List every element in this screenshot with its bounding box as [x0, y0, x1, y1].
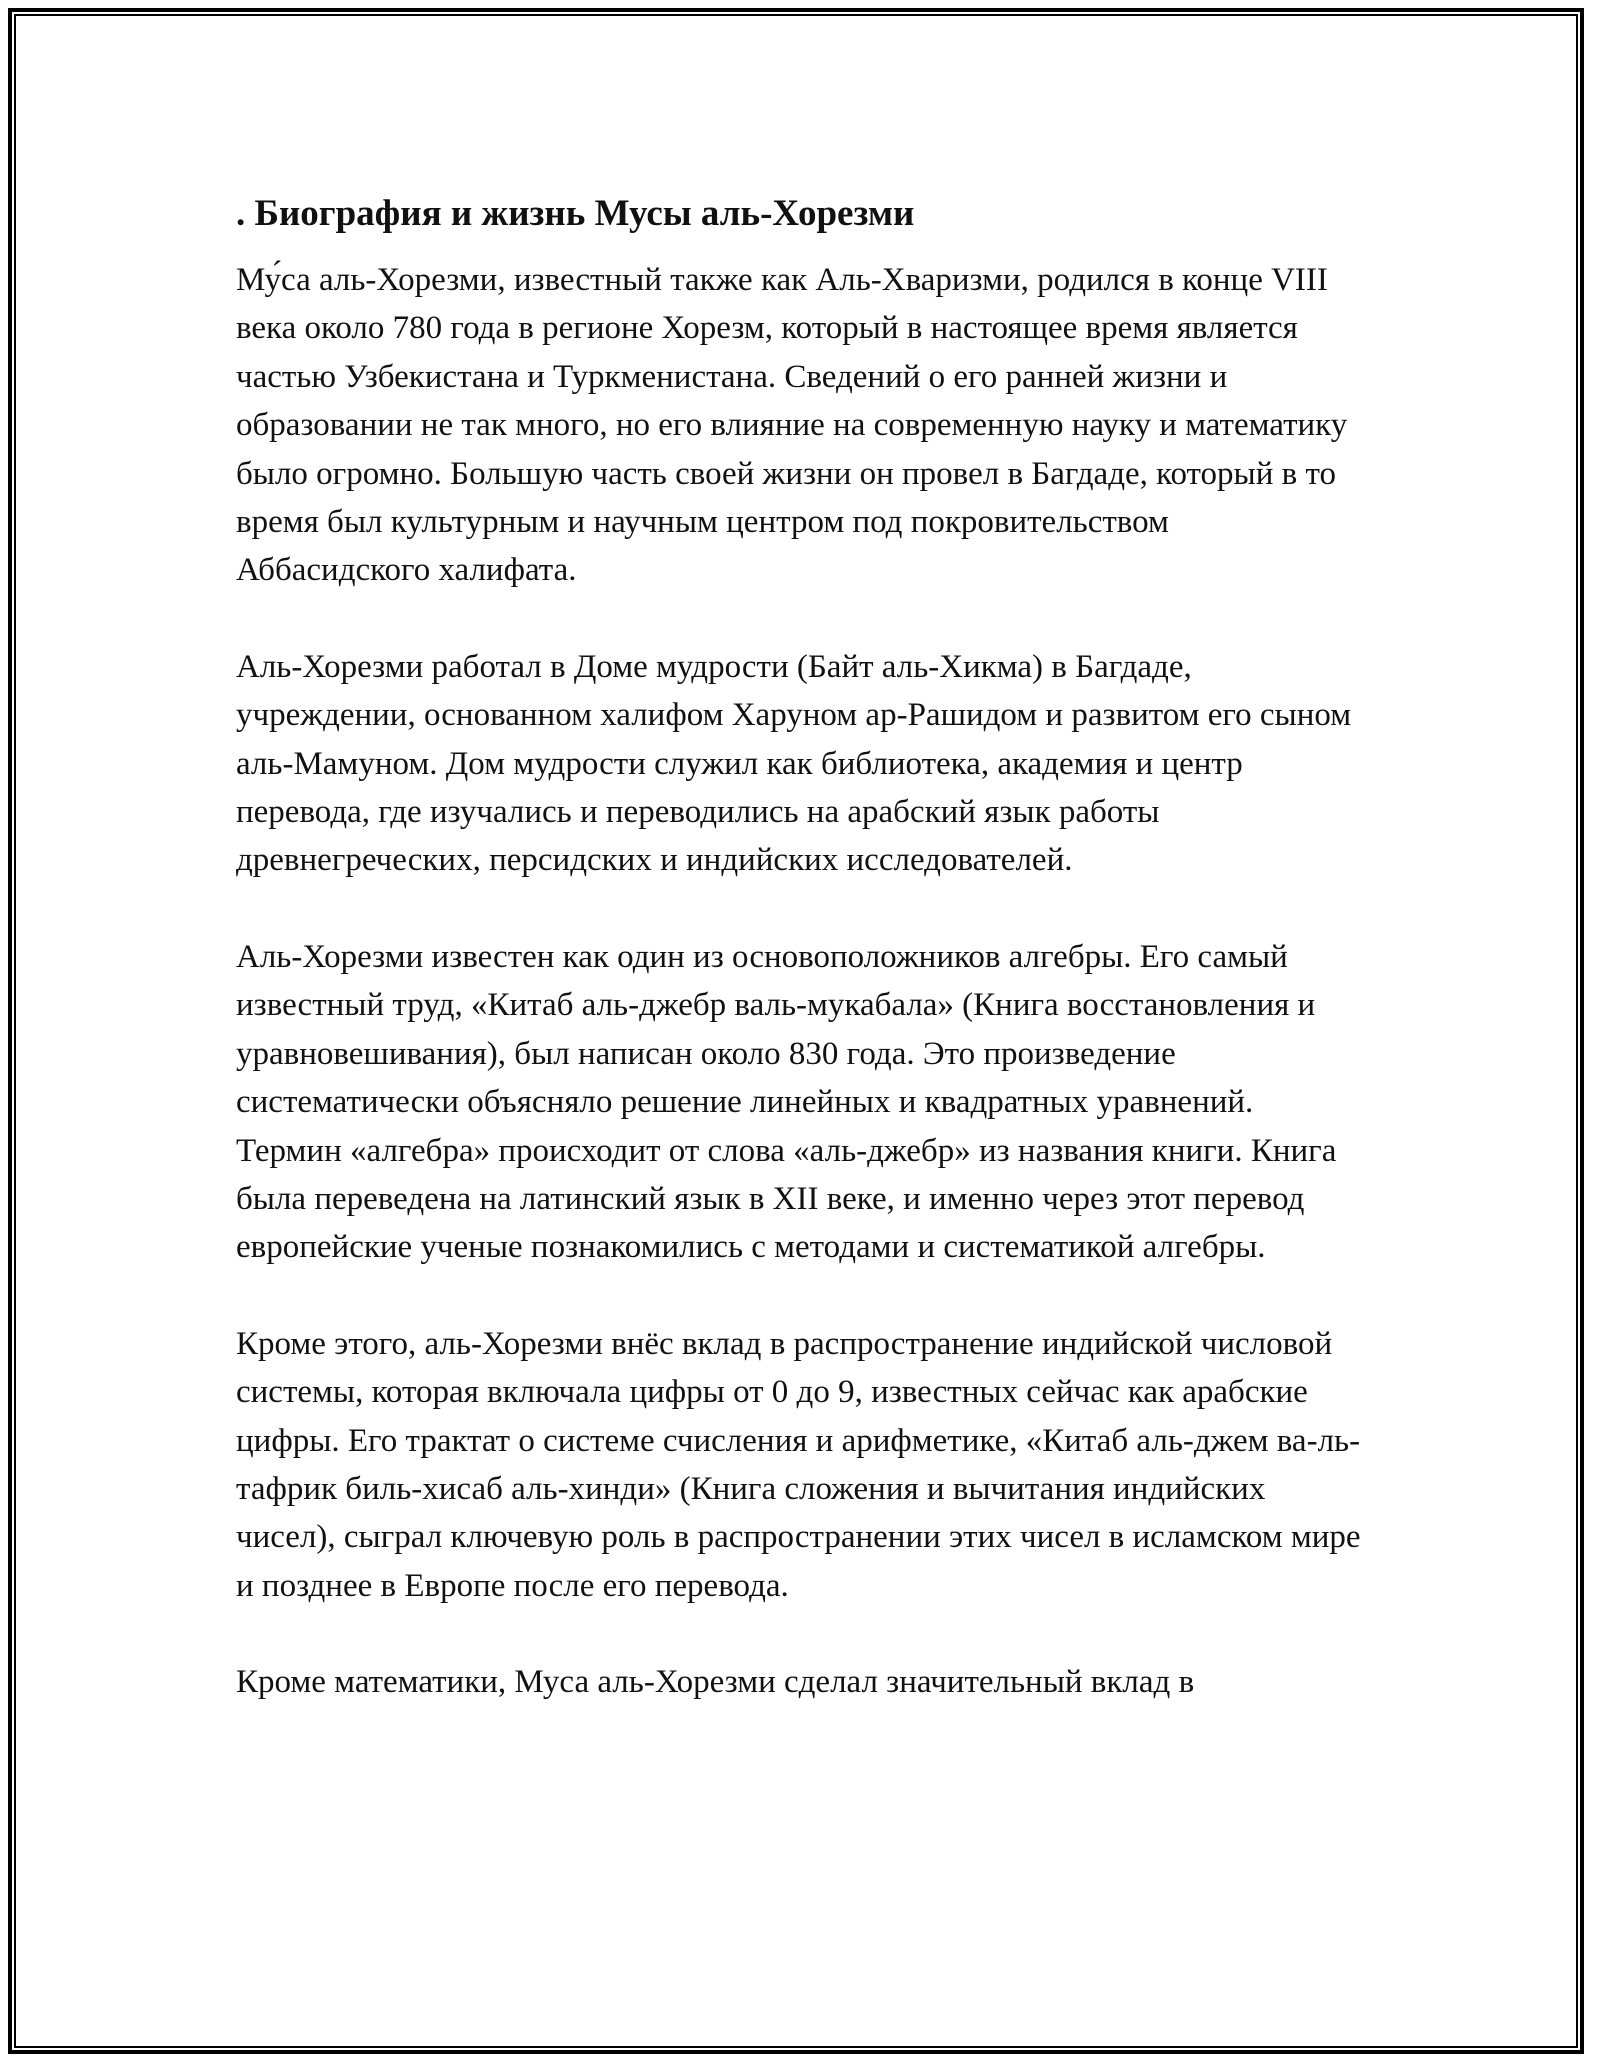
paragraph-other-contributions: Кроме математики, Муса аль-Хорезми сделал значительный вклад в: [236, 1664, 1195, 1701]
document-body: [236, 188, 1366, 1755]
paragraph-numerals: Кроме этого, аль-Хорезми внёс вклад в распространение индийской числовой системы, которая включала цифры от 0 до 9, известных сейчас как арабские цифры. Его трактат о системе счисления и арифметике, «Китаб аль-джем ва-ль-тафрик биль-хисаб аль-хинди» (Книга сложения и вычитания индийских чисел), сыграл ключевую роль в распространении этих чисел в исламском мире и позднее в Европе после его перевода.: [236, 1325, 1361, 1604]
section-title: . Биография и жизнь Мусы аль-Хорезми: [236, 193, 915, 234]
paragraph-house-of-wisdom: Аль-Хорезми работал в Доме мудрости (Байт аль-Хикма) в Багдаде, учреждении, основанном халифом Харуном ар-Рашидом и развитом его сыном аль-Мамуном. Дом мудрости служил как библиотека, академия и центр перевода, где изучались и переводились на арабский язык работы древнегреческих, персидских и индийских исследователей.: [236, 648, 1352, 879]
paragraph-biography: Му́са аль-Хорезми, известный также как Аль-Хваризми, родился в конце VIII века около 780 года в регионе Хорезм, который в настоящее время является частью Узбекистана и Туркменистана. Сведений о его ранней жизни и образовании не так много, но его влияние на современную науку и математику было огромно. Большую часть своей жизни он провел в Багдаде, который в то время был культурным и научным центром под покровительством Аббасидского халифата.: [236, 262, 1348, 589]
paragraph-algebra: Аль-Хорезми известен как один из основоположников алгебры. Его самый известный труд, «Китаб аль-джебр валь-мукабала» (Книга восстановления и уравновешивания), был написан около 830 года. Это произведение систематически объясняло решение линейных и квадратных уравнений. Термин «алгебра» происходит от слова «аль-джебр» из названия книги. Книга была переведена на латинский язык в XII веке, и именно через этот перевод европейские ученые познакомились с методами и систематикой алгебры.: [236, 938, 1337, 1266]
